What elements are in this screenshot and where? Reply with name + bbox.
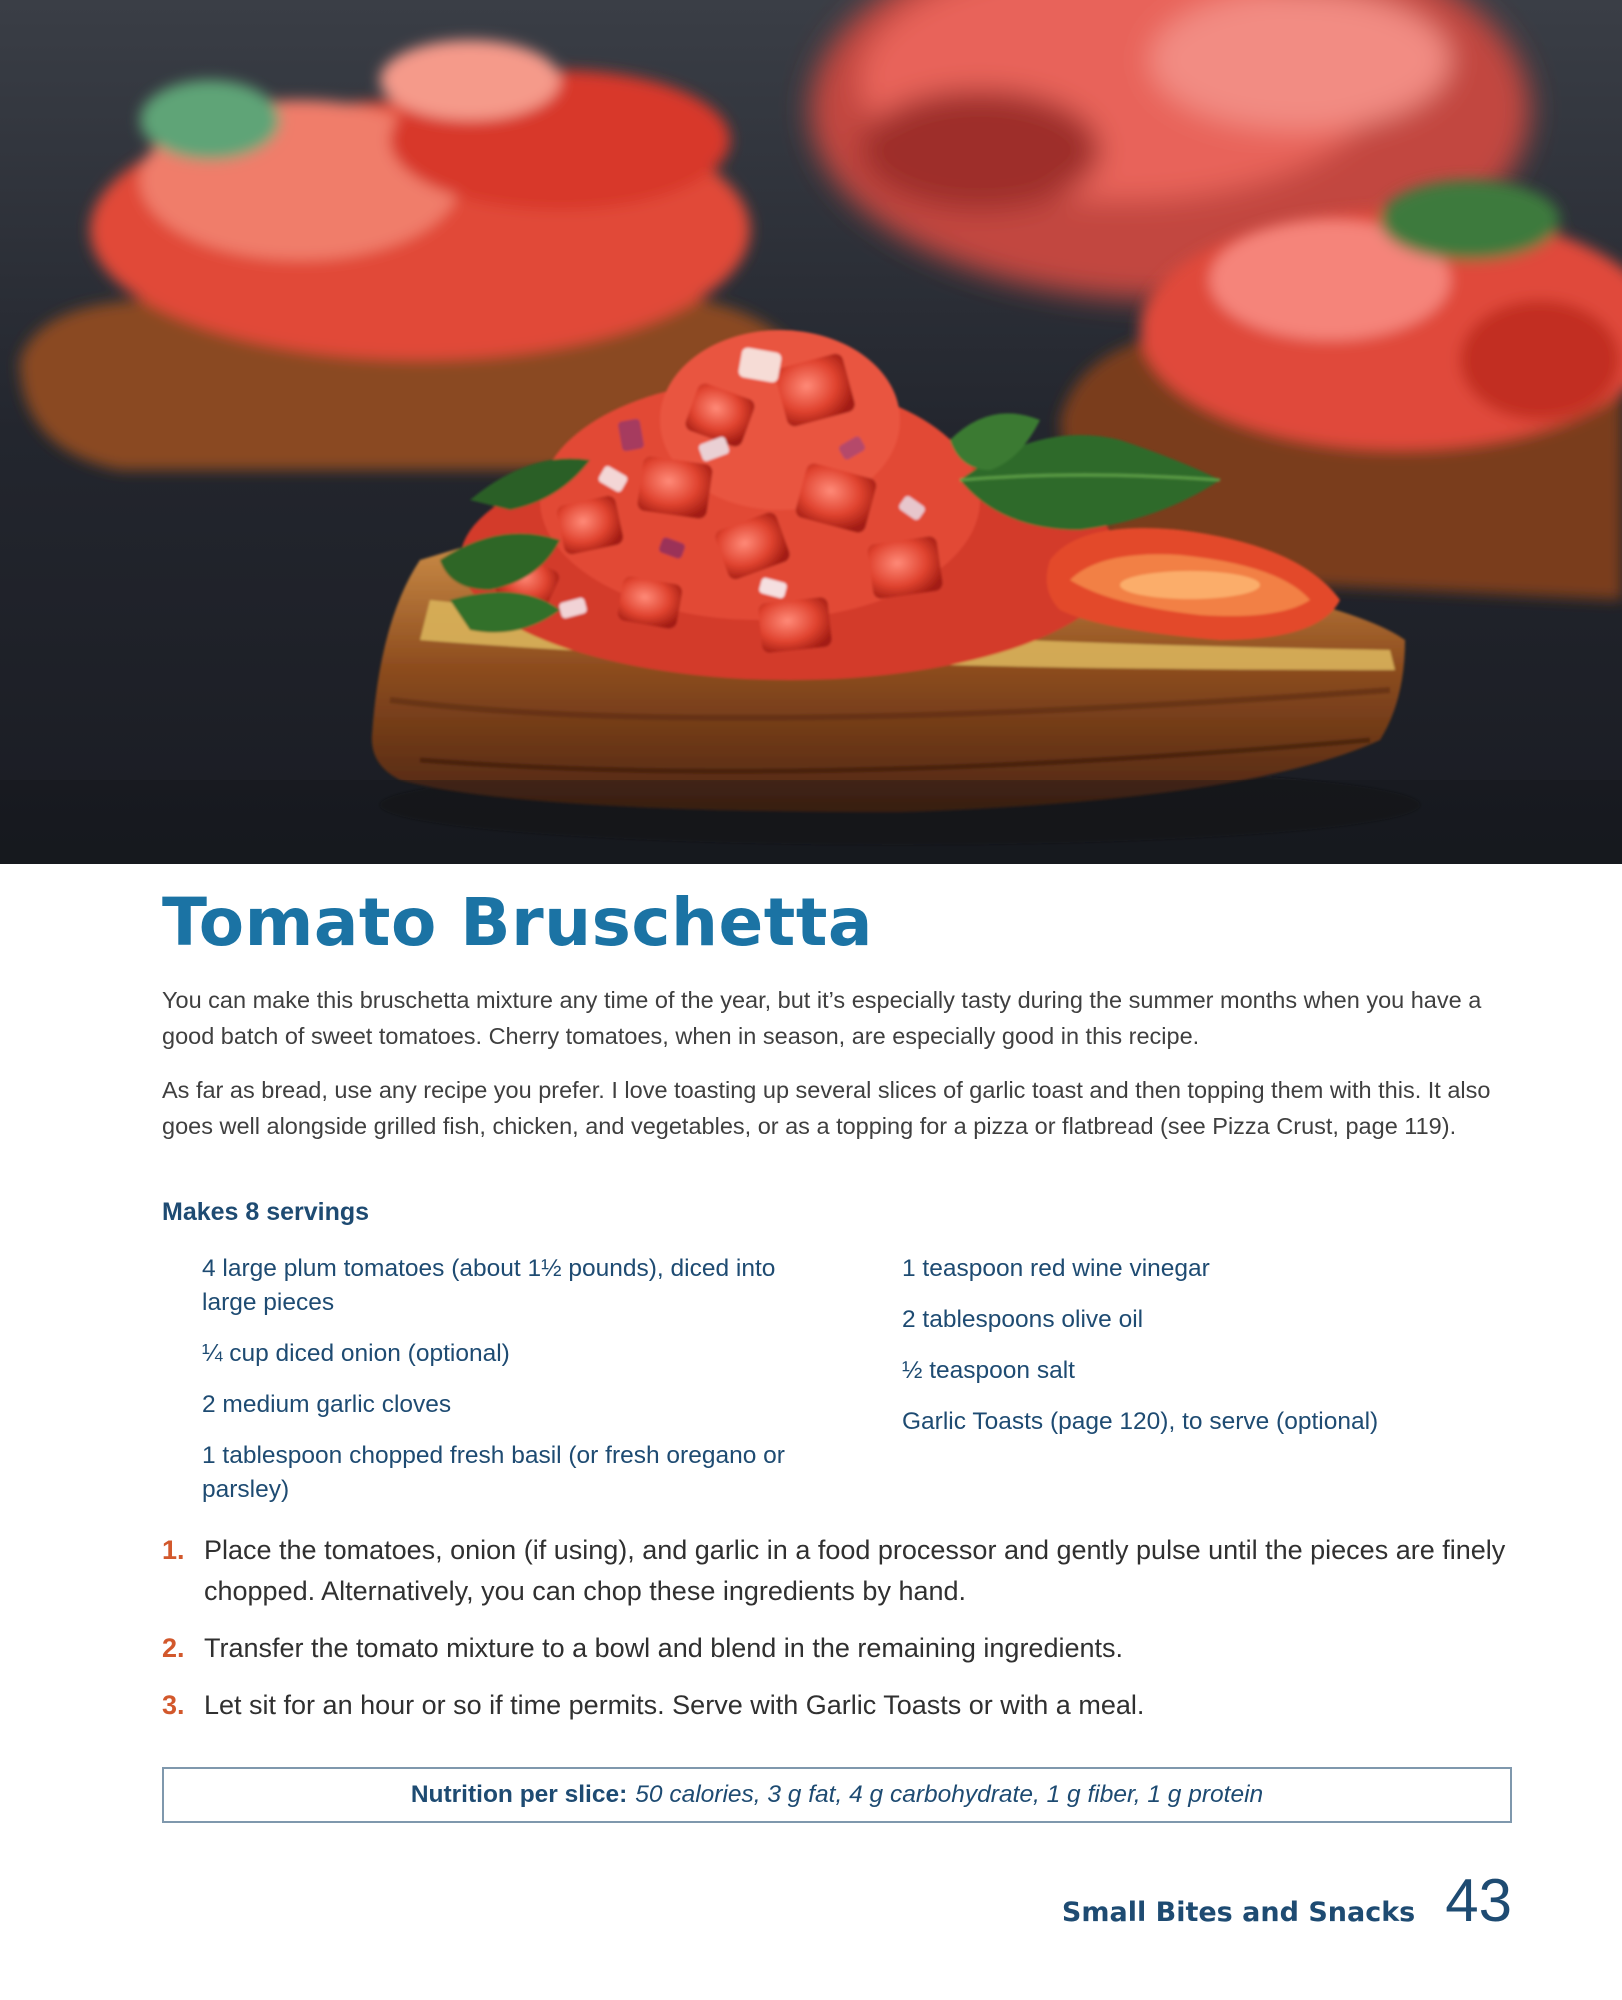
intro-paragraph: As far as bread, use any recipe you prefer. I love toasting up several slices of garlic toast and then topping them with this. It also goes well alongside grilled fish, chicken, and vegetables, or as a topping for a pizza or flatbread (see Pizza Crust, page 119). (162, 1077, 1491, 1139)
step-text: Let sit for an hour or so if time permits. Serve with Garlic Toasts or with a meal. (204, 1690, 1145, 1720)
ingredient-item: 2 tablespoons olive oil (902, 1306, 1144, 1333)
ingredient-item: 1 teaspoon red wine vinegar (902, 1255, 1210, 1282)
section-name: Small Bites and Snacks (1061, 1897, 1416, 1928)
step-number: 3. (162, 1690, 185, 1720)
step-text: Place the tomatoes, onion (if using), and garlic in a food processor and gently pulse until the pieces are finely chopped. Alternatively, you can chop these ingredients by hand. (204, 1535, 1506, 1606)
nutrition-values: 50 calories, 3 g fat, 4 g carbohydrate, 1 g fiber, 1 g protein (635, 1781, 1264, 1808)
step-text: Transfer the tomato mixture to a bowl and blend in the remaining ingredients. (204, 1633, 1124, 1663)
ingredient-item: Garlic Toasts (page 120), to serve (optional) (902, 1408, 1379, 1435)
page-number: 43 (1445, 1867, 1512, 1934)
ingredient-item: 4 large plum tomatoes (about 1½ pounds), diced into large pieces (202, 1255, 776, 1316)
intro-paragraph: You can make this bruschetta mixture any time of the year, but it’s especially tasty during the summer months when you have a good batch of sweet tomatoes. Cherry tomatoes, when in season, are especially good in this recipe. (162, 987, 1482, 1049)
step-item (162, 1628, 1512, 1669)
step-number: 1. (162, 1535, 185, 1565)
nutrition-label: Nutrition per slice: (410, 1781, 628, 1808)
step-item (162, 1530, 1512, 1612)
recipe-intro (162, 982, 1512, 1162)
instruction-steps (162, 1530, 1512, 1742)
step-item (162, 1685, 1512, 1726)
step-number: 2. (162, 1633, 185, 1663)
ingredients-list (202, 1252, 1512, 1524)
recipe-title: Tomato Bruschetta (162, 884, 873, 961)
hero-photo (0, 0, 1622, 864)
ingredient-item: 1 tablespoon chopped fresh basil (or fresh oregano or parsley) (202, 1442, 785, 1503)
nutrition-box (162, 1767, 1512, 1823)
ingredients-column-right (902, 1252, 1512, 1524)
bruschetta-photo (0, 0, 1622, 864)
page-footer (1062, 1866, 1512, 1935)
ingredients-column-left (202, 1252, 822, 1524)
ingredient-item: ½ teaspoon salt (902, 1357, 1075, 1384)
ingredient-item: 2 medium garlic cloves (202, 1391, 452, 1418)
servings-yield: Makes 8 servings (162, 1198, 370, 1226)
ingredient-item: ¼ cup diced onion (optional) (202, 1340, 510, 1367)
